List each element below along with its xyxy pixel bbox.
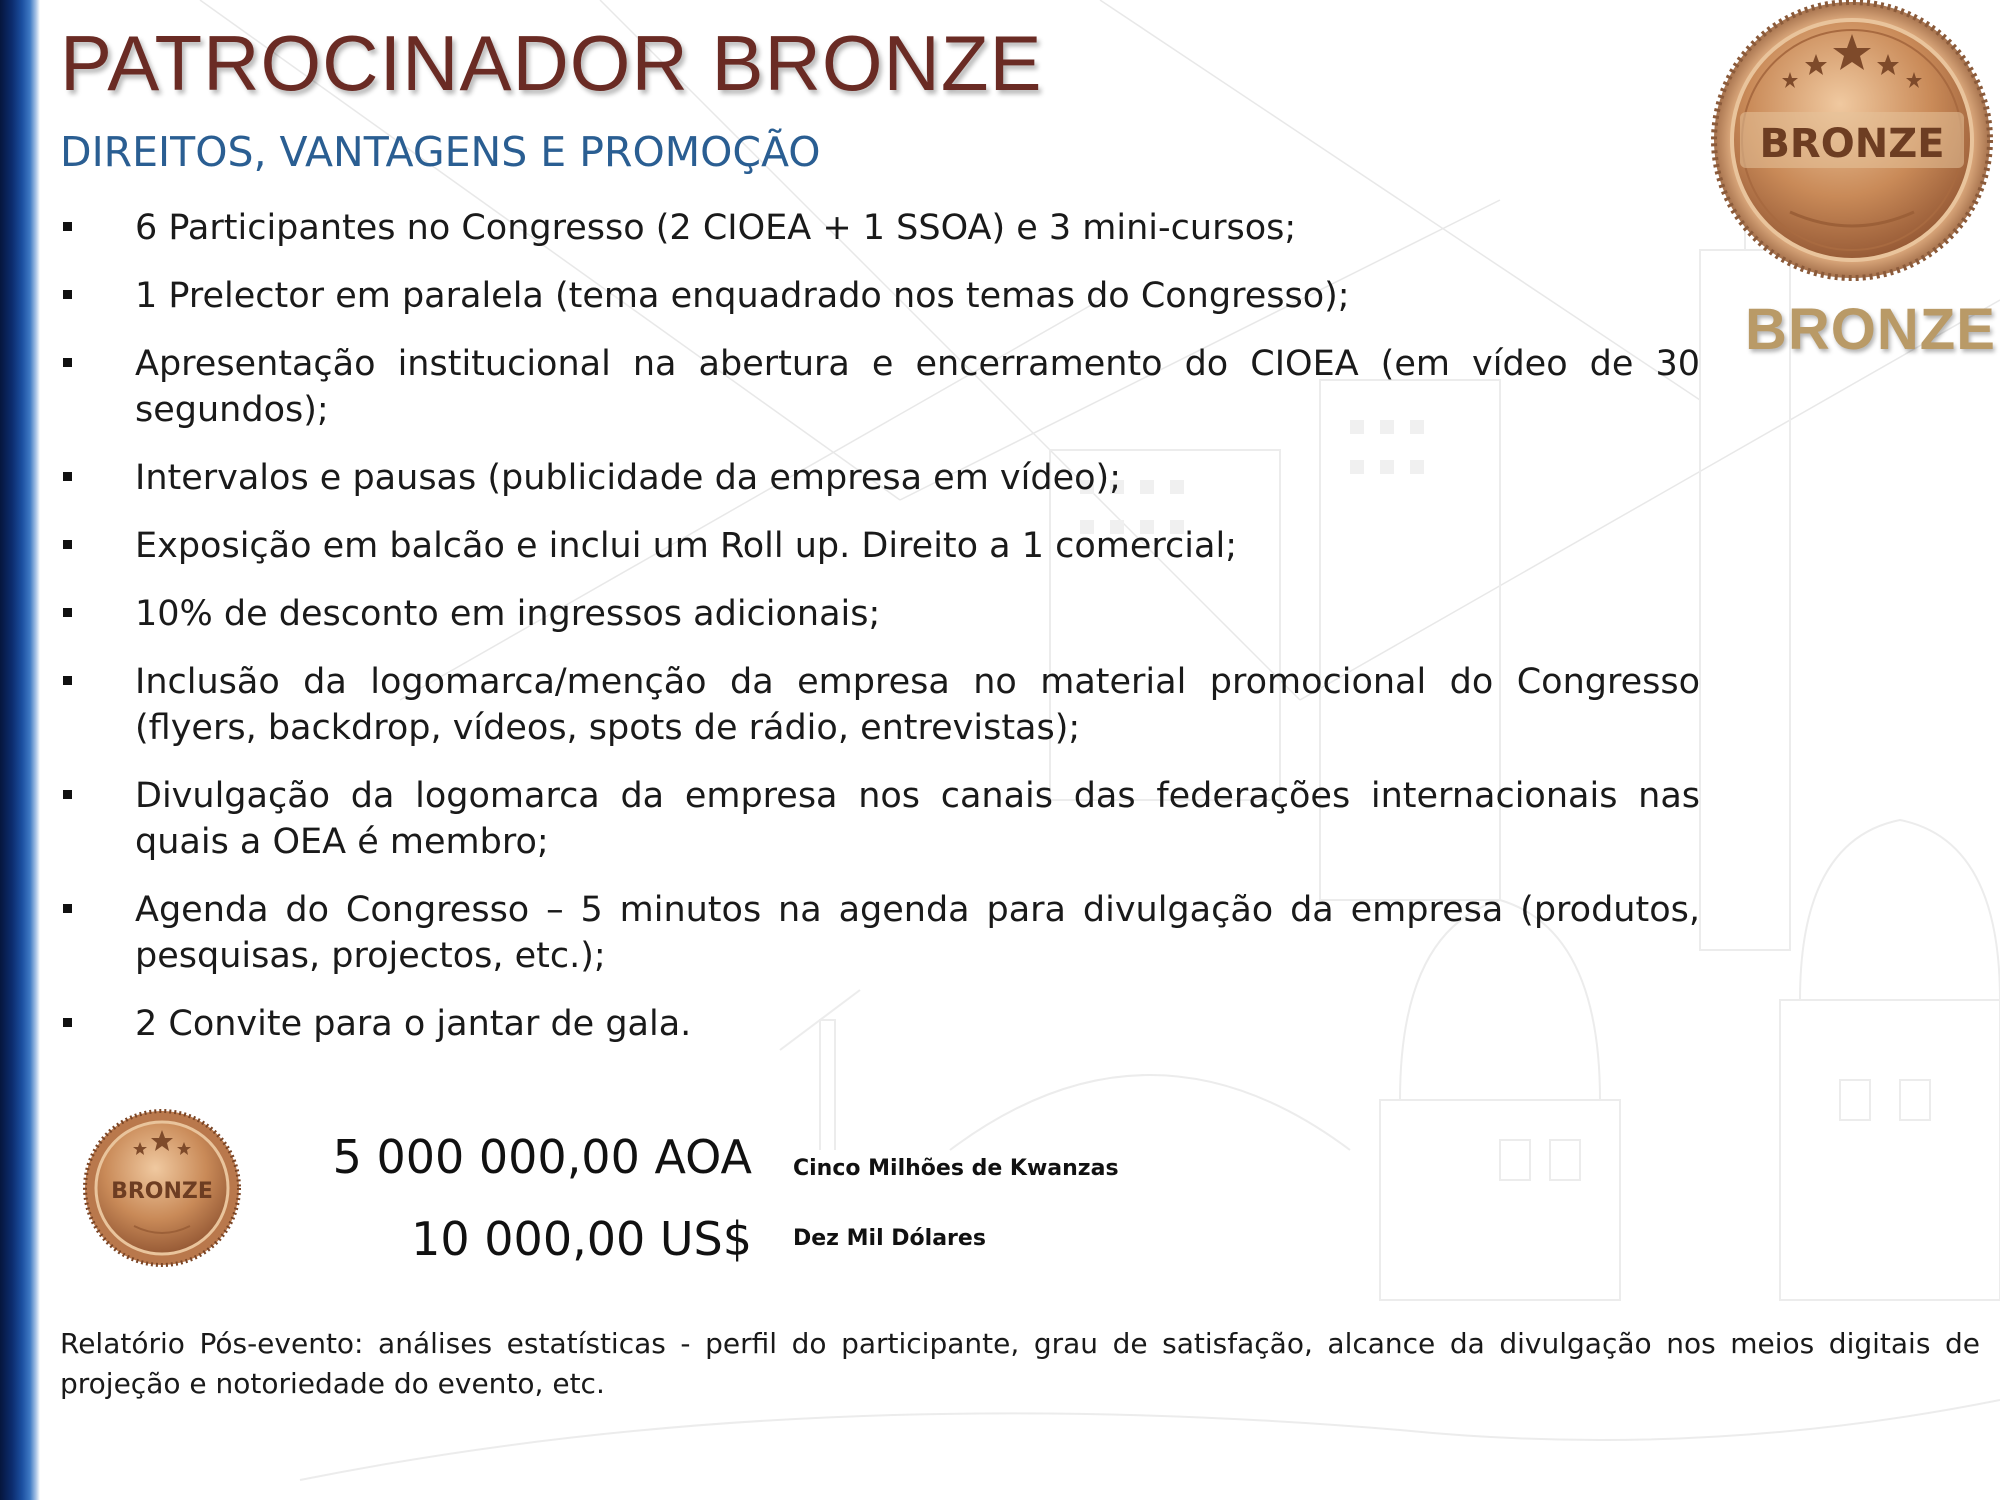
benefit-text: 2 Convite para o jantar de gala. <box>135 1004 692 1044</box>
bronze-medal-small-icon <box>82 1108 242 1268</box>
page-subtitle: DIREITOS, VANTAGENS E PROMOÇÃO <box>60 128 821 176</box>
benefit-item <box>60 1001 1700 1047</box>
benefit-item <box>60 205 1700 251</box>
benefit-text: 1 Prelector em paralela (tema enquadrado nos temas do Congresso); <box>135 276 1350 316</box>
benefit-text: Apresentação institucional na abertura e encerramento do CIOEA (em vídeo de 30 segundos); <box>135 344 1700 430</box>
square-bullet-icon <box>63 472 72 481</box>
benefit-text: 6 Participantes no Congresso (2 CIOEA + 1 SSOA) e 3 mini-cursos; <box>135 208 1297 248</box>
medal-small-label: BRONZE <box>111 1179 213 1204</box>
benefit-item <box>60 341 1700 433</box>
square-bullet-icon <box>63 540 72 549</box>
benefit-text: 10% de desconto em ingressos adicionais; <box>135 594 881 634</box>
post-event-report-note: Relatório Pós-evento: análises estatísticas - perfil do participante, grau de satisfação, alcance da divulgação nos meios digitais de projeção e notoriedade do evento, etc. <box>60 1327 1980 1400</box>
square-bullet-icon <box>63 222 72 231</box>
benefit-item <box>60 659 1700 751</box>
page-title: PATROCINADOR BRONZE <box>60 19 1043 107</box>
benefit-item <box>60 273 1700 319</box>
square-bullet-icon <box>63 1018 72 1027</box>
price-dollar: 10 000,00 US$ <box>411 1212 752 1266</box>
square-bullet-icon <box>63 676 72 685</box>
price-dollar-words: Dez Mil Dólares <box>793 1226 986 1251</box>
benefit-text: Divulgação da logomarca da empresa nos canais das federações internacionais nas quais a OEA é membro; <box>135 776 1700 862</box>
square-bullet-icon <box>63 358 72 367</box>
square-bullet-icon <box>63 290 72 299</box>
benefit-text: Agenda do Congresso – 5 minutos na agenda para divulgação da empresa (produtos, pesquisas, projectos, etc.); <box>135 890 1700 976</box>
benefit-item <box>60 523 1700 569</box>
benefit-item <box>60 591 1700 637</box>
benefit-item <box>60 887 1700 979</box>
medal-label: BRONZE <box>1759 121 1945 167</box>
left-accent-bar <box>0 0 40 1500</box>
square-bullet-icon <box>63 790 72 799</box>
price-kwanza: 5 000 000,00 AOA <box>332 1130 752 1184</box>
benefit-item <box>60 455 1700 501</box>
square-bullet-icon <box>63 608 72 617</box>
benefit-item <box>60 773 1700 865</box>
square-bullet-icon <box>63 904 72 913</box>
bronze-medal-icon <box>1700 0 2000 290</box>
benefits-list <box>60 205 1700 1047</box>
benefit-text: Intervalos e pausas (publicidade da empresa em vídeo); <box>135 458 1121 498</box>
price-kwanza-words: Cinco Milhões de Kwanzas <box>793 1156 1119 1181</box>
benefit-text: Exposição em balcão e inclui um Roll up. Direito a 1 comercial; <box>135 526 1237 566</box>
bronze-caption: BRONZE <box>1745 297 1996 362</box>
benefit-text: Inclusão da logomarca/menção da empresa no material promocional do Congresso (flyers, backdrop, vídeos, spots de rádio, entrevistas); <box>135 662 1700 748</box>
